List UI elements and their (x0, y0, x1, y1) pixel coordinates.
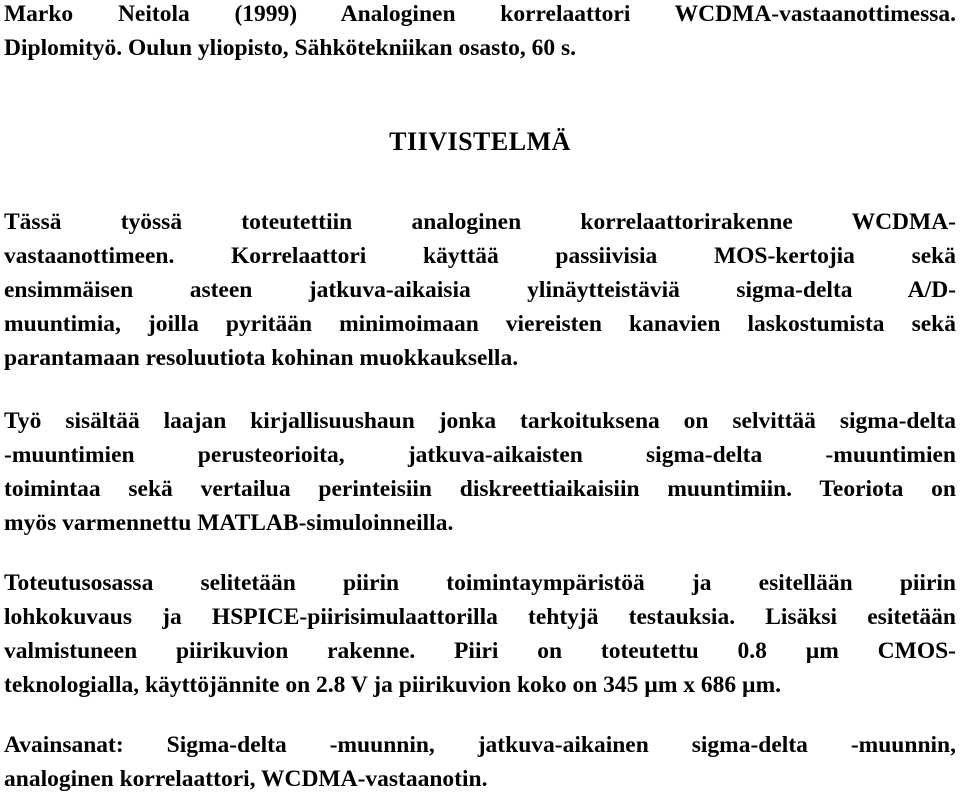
text-line: myös varmennettu MATLAB-simuloinneilla. (4, 510, 454, 536)
keywords (4, 728, 956, 796)
abstract-paragraph-3 (4, 566, 956, 702)
citation-line: Marko Neitola (1999) Analoginen korrelaattori WCDMA-vastaanottimessa. (4, 1, 956, 27)
abstract-paragraph-1 (4, 205, 956, 375)
text-line: valmistuneen piirikuvion rakenne. Piiri on toteutettu 0.8 µm CMOS- (4, 638, 956, 664)
text-line: -muuntimien perusteorioita, jatkuva-aikaisten sigma-delta -muuntimien (4, 442, 956, 468)
text-line: ensimmäisen asteen jatkuva-aikaisia ylinäytteistäviä sigma-delta A/D- (4, 277, 956, 303)
text-line: toimintaa sekä vertailua perinteisiin diskreettiaikaisiin muuntimiin. Teoriota on (4, 476, 956, 502)
text-line: parantamaan resoluutiota kohinan muokkauksella. (4, 345, 519, 371)
text-line: teknologialla, käyttöjännite on 2.8 V ja piirikuvion koko on 345 µm x 686 µm. (4, 672, 782, 698)
abstract-paragraph-2 (4, 404, 956, 540)
citation (4, 0, 956, 65)
page-title: TIIVISTELMÄ (389, 127, 571, 156)
keywords-line: analoginen korrelaattori, WCDMA-vastaanotin. (4, 766, 488, 792)
citation-line: Diplomityö. Oulun yliopisto, Sähkötekniikan osasto, 60 s. (4, 35, 576, 61)
text-line: Tässä työssä toteutettiin analoginen korrelaattorirakenne WCDMA- (4, 209, 956, 235)
text-line: lohkokuvaus ja HSPICE-piirisimulaattorilla tehtyjä testauksia. Lisäksi esitetään (4, 604, 956, 630)
text-line: vastaanottimeen. Korrelaattori käyttää passiivisia MOS-kertojia sekä (4, 243, 956, 269)
text-line: muuntimia, joilla pyritään minimoimaan viereisten kanavien laskostumista sekä (4, 311, 956, 337)
keywords-line: Avainsanat: Sigma-delta -muunnin, jatkuva-aikainen sigma-delta -muunnin, (4, 732, 956, 758)
text-line: Työ sisältää laajan kirjallisuushaun jonka tarkoituksena on selvittää sigma-delta (4, 408, 956, 434)
text-line: Toteutusosassa selitetään piirin toimintaympäristöä ja esitellään piirin (4, 570, 956, 596)
